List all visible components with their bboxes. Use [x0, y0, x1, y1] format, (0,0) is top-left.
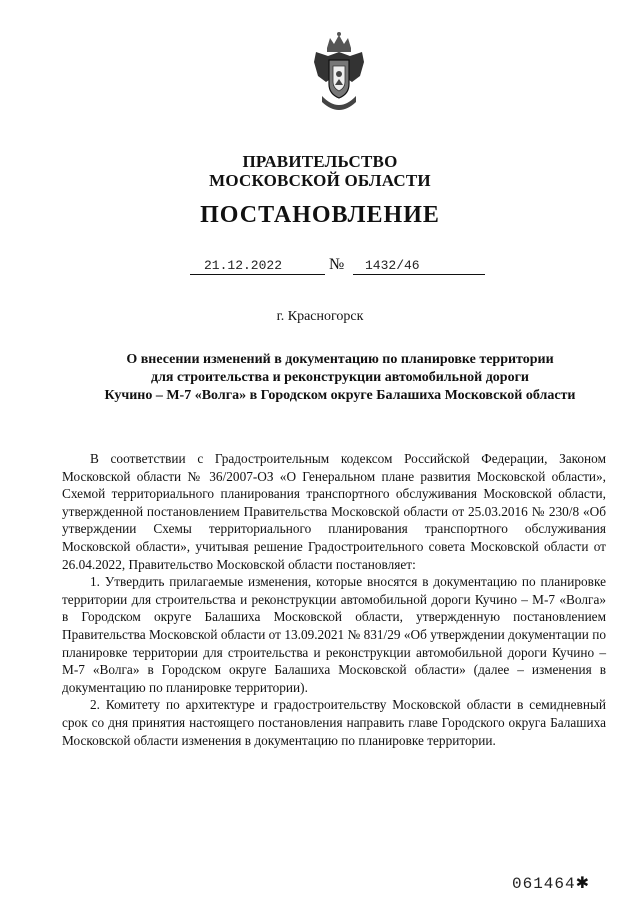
item-1-paragraph: 1. Утвердить прилагаемые изменения, которые вносятся в документацию по планировке территории для строительства и реконструкции автомобильной дороги Кучино – М-7 «Волга» в Городском округе Балашиха Московской области, утвержденную постановлением Правительства Московской области от 13.09.2021 № 831/29 «Об утверждении документации по планировке территории для строительства и реконструкции автомобильной дороги Кучино – М-7 «Волга» в Городском округе Балашиха Московской области» (далее – изменения в документацию по планировке территории). [62, 574, 606, 695]
document-type-heading: ПОСТАНОВЛЕНИЕ [200, 202, 440, 228]
coat-of-arms-emblem [310, 32, 368, 116]
issue-city: г. Красногорск [276, 309, 364, 324]
serial-number: 061464 [512, 875, 576, 893]
number-sign: № [329, 256, 345, 273]
shield-icon [329, 60, 349, 98]
document-number: 1432/46 [365, 258, 420, 273]
item-2-paragraph: 2. Комитету по архитектуре и градостроительству Московской области в семидневный срок со дня принятия настоящего постановления направить главе Городского округа Балашиха Московской области изменения в документацию по планировке территории. [62, 697, 606, 748]
title-line2: для строительства и реконструкции автомобильной дороги [150, 370, 529, 385]
asterisk-mark: ✱ [575, 873, 591, 892]
preamble-paragraph: В соответствии с Градостроительным кодексом Российской Федерации, Законом Московской области № 36/2007-ОЗ «О Генеральном плане развития Московской области», Схемой территориального планирования транспортного обслуживания Московской области, утвержденной постановлением Правительства Московской области от 25.03.2016 № 230/8 «Об утверждении Схемы территориального планирования транспортного обслуживания Московской области», учитывая решение Градостроительного совета Московской области от 26.04.2022, Правительство Московской области постановляет: [62, 451, 606, 572]
government-name-line1: ПРАВИТЕЛЬСТВО [242, 152, 398, 171]
crown-icon [327, 32, 351, 52]
title-line3: Кучино – М-7 «Волга» в Городском округе Балашиха Московской области [104, 388, 576, 403]
document-date: 21.12.2022 [204, 258, 283, 273]
serial-stamp [512, 873, 590, 893]
title-line1: О внесении изменений в документацию по планировке территории [126, 352, 554, 367]
document-body [62, 450, 606, 749]
government-name-line2: МОСКОВСКОЙ ОБЛАСТИ [209, 171, 431, 190]
